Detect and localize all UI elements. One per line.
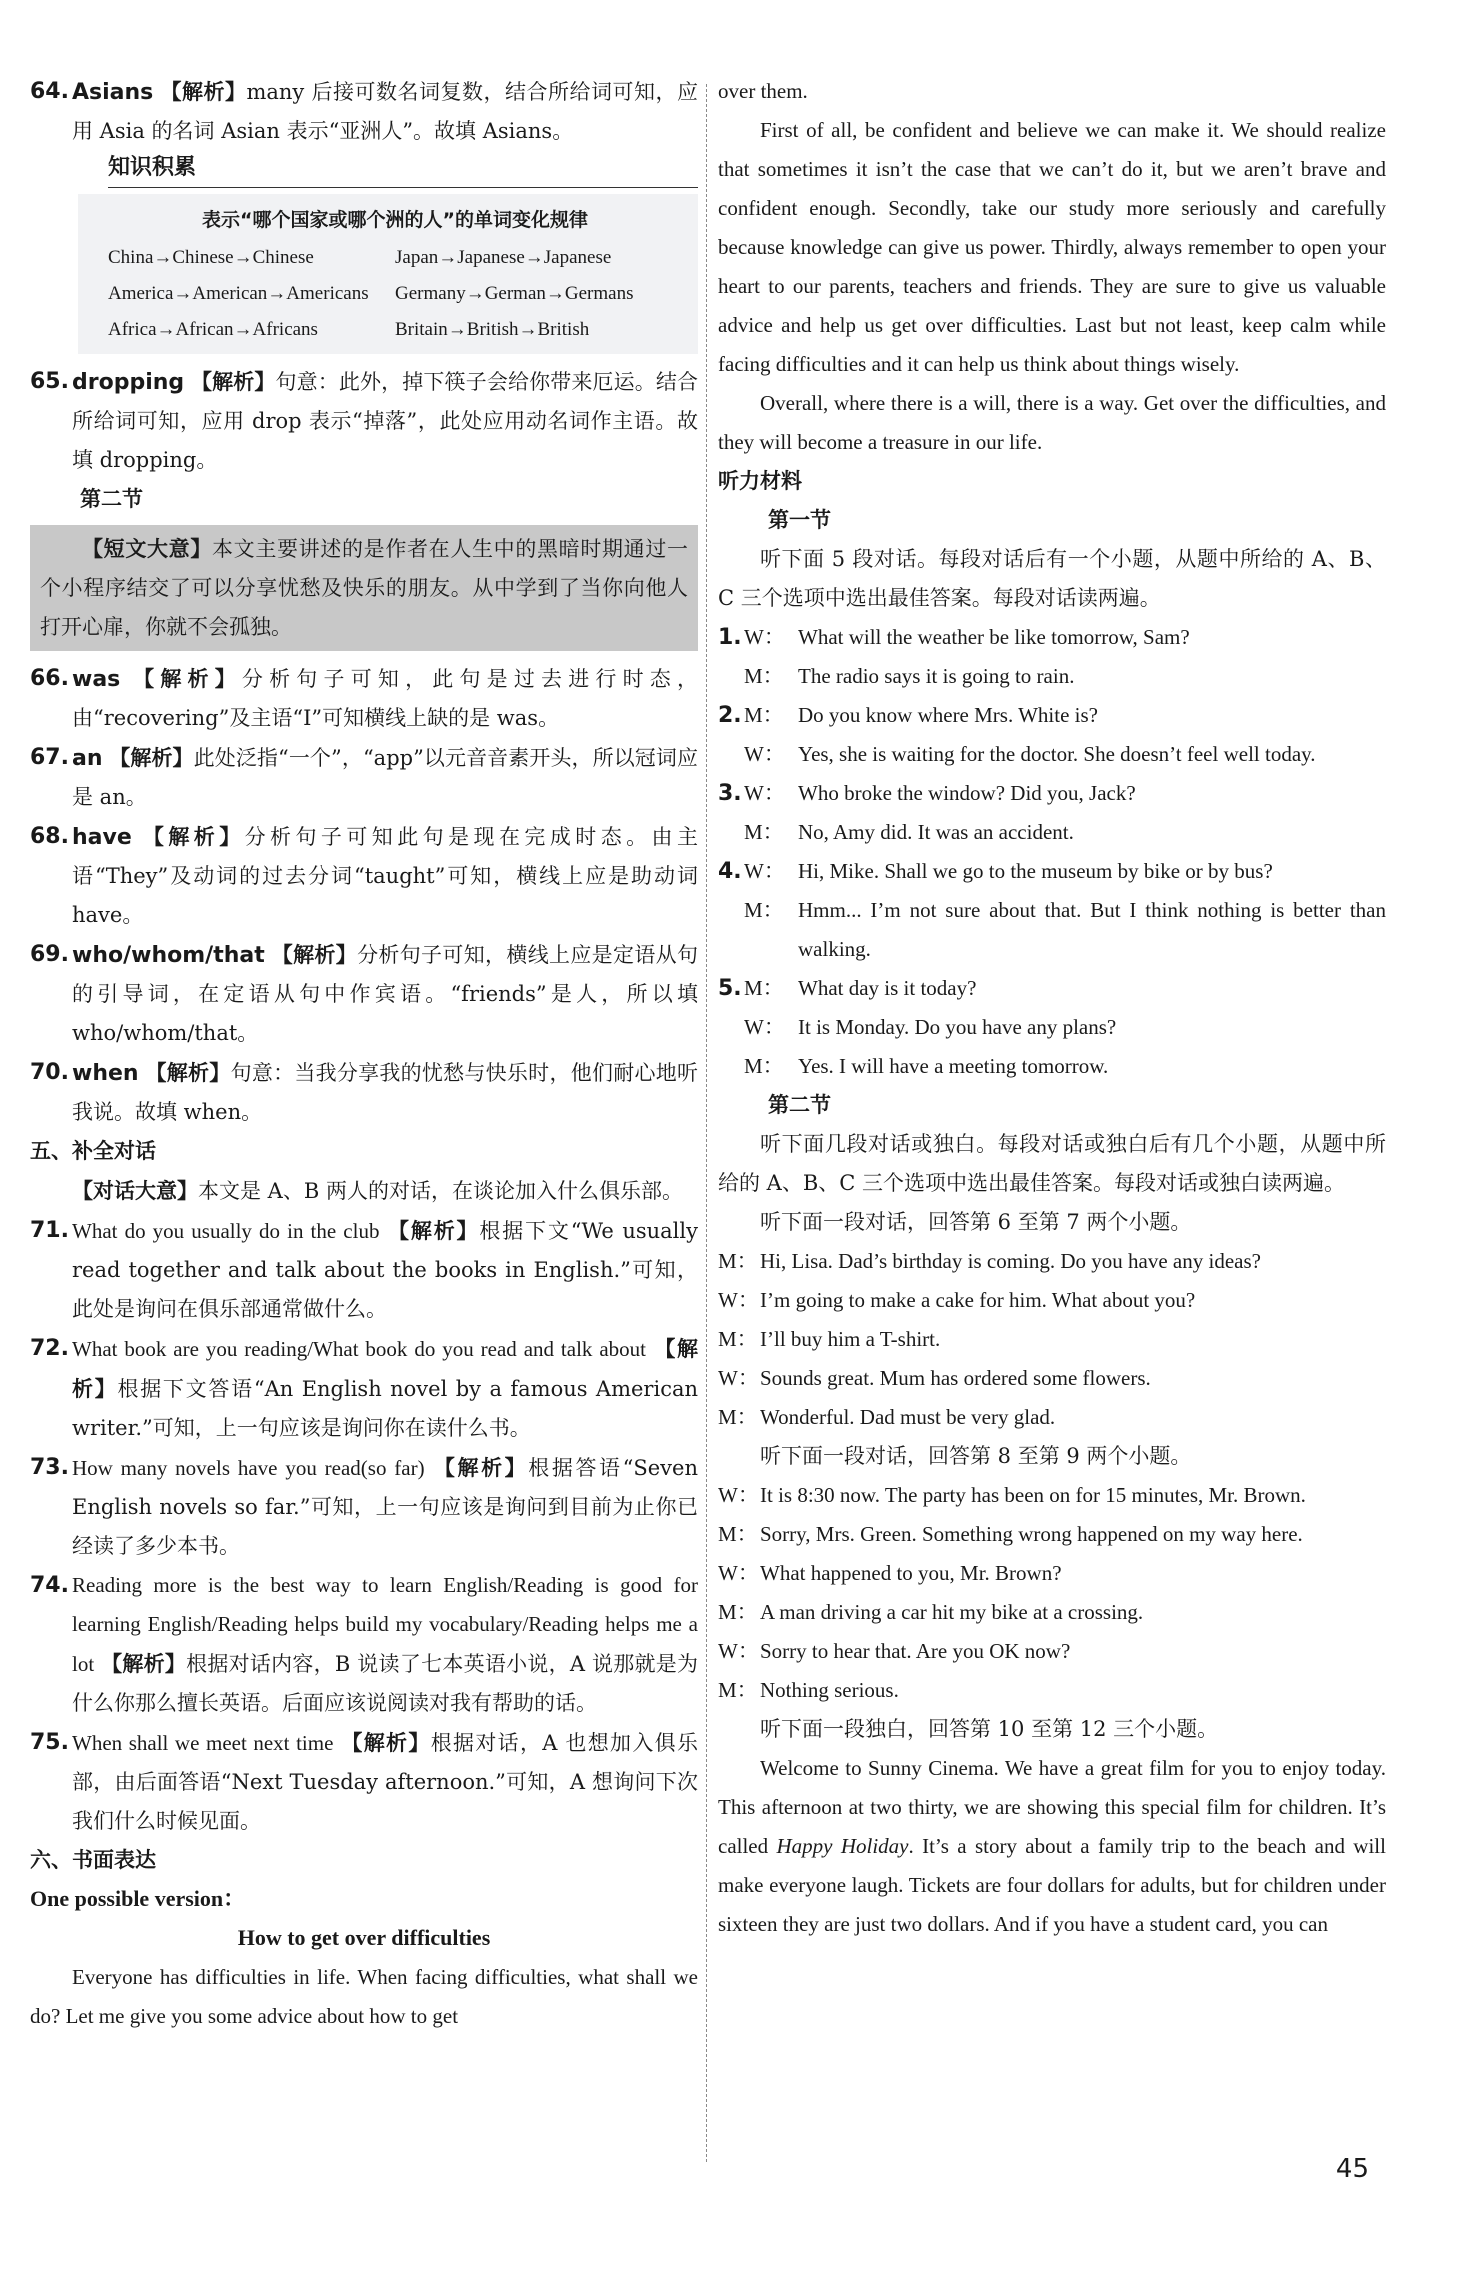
essay-paragraph: over them. [718,79,808,103]
dialog-4: 4. W： Hi, Mike. Shall we go to the museum by bike or by bus? [718,859,1273,884]
dialog-line: M： Hi, Lisa. Dad’s birthday is coming. Do you have any ideas? [718,1249,1261,1273]
dialog-line: M： Nothing serious. [718,1678,899,1702]
version-label: One possible version： [30,1886,246,1911]
answer-64: 64. Asians 【解析】many 后接可数名词复数，结合所给词可知，应用 Asia 的名词 Asian 表示“亚洲人”。故填 Asians。 [30,79,699,143]
section-heading: 第一节 [768,508,831,532]
page-number: 45 [1335,2154,1369,2184]
knowledge-box [78,194,698,354]
answer-65: 65. dropping 【解析】句意：此外，掉下筷子会给你带来厄运。结合所给词可知，应用 drop 表示“掉落”，此处应用动名词作主语。故填 dropping。 [30,369,699,472]
essay-title: How to get over difficulties [237,1925,491,1950]
dialog-line: M： Wonderful. Dad must be very glad. [718,1405,1056,1429]
instructions: 听下面几段对话或独白。每段对话或独白后有几个小题，从题中所给的 A、B、C 三个选项中选出最佳答案。每段对话或独白读两遍。 [718,1132,1386,1195]
dialog-line: W： Sounds great. Mum has ordered some flowers. [718,1366,1151,1390]
answer-71: 71. What do you usually do in the club 【解析】根据下文“We usually read together and talk about the books in English.”可知，此处是询问在俱乐部通常做什么。 [30,1218,698,1321]
instructions: 听下面 5 段对话。每段对话后有一个小题，从题中所给的 A、B、C 三个选项中选出最佳答案。每段对话读两遍。 [718,547,1386,610]
knowledge-title: 知识积累 [108,151,698,188]
monologue-instructions: 听下面一段独白，回答第 10 至第 12 三个小题。 [760,1717,1219,1741]
answer-73: 73. How many novels have you read(so far) 【解析】根据答语“Seven English novels so far.”可知，上一句应该是询问到目前为止你已经读了多少本书。 [30,1455,698,1558]
dialog-line: M： Sorry, Mrs. Green. Something wrong happened on my way here. [718,1522,1303,1546]
essay-paragraph: Overall, where there is a will, there is a way. Get over the difficulties, and they will become a treasure in our life. [718,391,1386,454]
answer-75: 75. When shall we meet next time 【解析】根据对话，A 也想加入俱乐部，由后面答语“Next Tuesday afternoon.”可知，A 想询问下次我们什么时候见面。 [30,1730,698,1833]
dialog-5: 5. M： What day is it today? [718,976,977,1001]
section-heading: 第二节 [768,1093,831,1117]
answer-72: 72. What book are you reading/What book do you read and talk about 【解析】根据下文答语“An English novel by a famous American writer.”可知，上一句应该是询问你在读什么书。 [30,1336,699,1440]
monologue-text: Welcome to Sunny Cinema. We have a great film for you to enjoy today. This afternoon at two thirty, we are showing this special film for children. It’s called Happy Holiday. It’s a story about a family trip to the beach and will make everyone laugh. Tickets are four dollars for adults, but for children under sixteen they are just two dollars. And if you have a student card, you can [718,1756,1386,1936]
left-column [30,72,698,2036]
dialog-line: M： I’ll buy him a T-shirt. [718,1327,941,1351]
knowledge-box-title: 表示“哪个国家或哪个洲的人”的单词变化规律 [202,209,588,231]
answer-70: 70. when 【解析】句意：当我分享我的忧愁与快乐时，他们耐心地听我说。故填 when。 [30,1060,698,1124]
passage-summary: 【短文大意】本文主要讲述的是作者在人生中的黑暗时期通过一个小程序结交了可以分享忧愁及快乐的朋友。从中学到了当你向他人打开心扉，你就不会孤独。 [30,525,698,651]
listening-title: 听力材料 [718,469,802,493]
essay-paragraph: Everyone has difficulties in life. When facing difficulties, what shall we do? Let me give you some advice about how to get [30,1965,698,2028]
answer-74: 74. Reading more is the best way to learn English/Reading is good for learning English/Reading helps build my vocabulary/Reading helps me a lot 【解析】根据对话内容，B 说读了七本英语小说，A 说那就是为什么你那么擅长英语。后面应该说阅读对我有帮助的话。 [30,1573,698,1715]
essay-paragraph: First of all, be confident and believe we can make it. We should realize that sometimes it isn’t the case that we can’t do it, but we aren’t brave and confident enough. Secondly, take our study more seriously and carefully because knowledge can give us power. Thirdly, always remember to open your heart to our parents, teachers and friends. They are sure to give us valuable advice and help us get over difficulties. Last but not least, keep calm while facing difficulties and it can help us think about things wisely. [718,118,1386,376]
dialog-line: M： A man driving a car hit my bike at a crossing. [718,1600,1144,1624]
dialog-line: W： Sorry to hear that. Are you OK now? [718,1639,1071,1663]
section-heading: 第二节 [80,487,143,511]
answer-66: 66. was 【解析】分析句子可知，此句是过去进行时态，由“recovering”及主语“I”可知横线上缺的是 was。 [30,666,699,730]
answer-69: 69. who/whom/that 【解析】分析句子可知，横线上应是定语从句的引导词，在定语从句中作宾语。“friends”是人，所以填 who/whom/that。 [30,942,698,1045]
answer-68: 68. have 【解析】分析句子可知此句是现在完成时态。由主语“They”及动词的过去分词“taught”可知，横线上应是助动词 have。 [30,824,698,927]
dialog-3: 3. W： Who broke the window? Did you, Jack? [718,781,1136,806]
dialog-line: W： I’m going to make a cake for him. What about you? [718,1288,1196,1312]
column-divider [706,84,707,2162]
conversation-instructions: 听下面一段对话，回答第 6 至第 7 两个小题。 [760,1210,1192,1234]
section-heading: 五、补全对话 [30,1139,156,1163]
dialog-summary: 【对话大意】本文是 A、B 两人的对话，在谈论加入什么俱乐部。 [72,1178,683,1203]
dialog-1: 1. W： What will the weather be like tomorrow, Sam? [718,625,1190,650]
word-rule-grid: China→Chinese→Chinese Japan→Japanese→Japanese America→American→Americans Germany→German→Germans Africa→African→Africans Britain→British→British [108,247,634,340]
right-column: over them. First of all, be confident and believe we can make it. We should realize that sometimes it isn’t the case that we can’t do it, but we aren’t brave and confident enough. Secondly, take our study more seriously and carefully because knowledge can give us power. Thirdly, always remember to open your heart to our parents, teachers and friends. They are sure to give us valuable advice and help us get over difficulties. Last but not least, keep calm while facing difficulties and it can help us think about things wisely. Overall, where there is a will, there is a way. Get over the difficulties, and they will become a treasure in our life. 听力材料 第一节 听下面 5 段对话。每段对话后有一个小题，从题中所给的 A、B、C 三个选项中选出最佳答案。每段对话读两遍。 1. W： What will the weather be like tomorrow, Sam? M： The radio says it is going to rain. 2. M： Do you know where Mrs. White is? W： Yes, she is waiting for the doctor. She doesn’t feel well today. 3. W： Who broke the window? Did you, Jack? M： No, Amy did. It was an accident. 4. W： Hi, Mike. Shall we go to the museum by bike or by bus? M： Hmm... I’m not sure about that. But I think nothing is better than walking. 5. M： What day is it today? W： It is Monday. Do you have any plans? M： Yes. I will have a meeting tomorrow. 第二节 听下面几段对话或独白。每段对话或独白后有几个小题，从题中所给的 A、B、C 三个选项中选出最佳答案。每段对话或独白读两遍。 听下面一段对话，回答第 6 至第 7 两个小题。 M： Hi, Lisa. Dad’s birthday is coming. Do you have any ideas? W： I’m going to make a cake for him. What about you? M： I’ll buy him a T-shirt. W： Sounds great. Mum has ordered some flowers. M： Wonderful. Dad must be very glad. 听下面一段对话，回答第 8 至第 9 两个小题。 W： It is 8:30 now. The party has been on for 15 minutes, Mr. Brown. M： Sorry, Mrs. Green. Something wrong happened on my way here. W： What happened to you, Mr. Brown? M： A man driving a car hit my bike at a crossing. W： Sorry to hear that. Are you OK now? M： Nothing serious. 听下面一段独白，回答第 10 至第 12 三个小题。 Welcome to Sunny Cinema. We have a great film for you to enjoy today. This afternoon at two thirty, we are showing this special film for children. It’s called Happy Holiday. It’s a story about a family trip to the beach and will make everyone laugh. Tickets are four dollars for adults, but for children under sixteen they are just two dollars. And if you have a student card, you can [718,72,1386,1944]
dialog-line: W： What happened to you, Mr. Brown? [718,1561,1062,1585]
film-title: Happy Holiday [776,1834,909,1858]
answer-67: 67. an 【解析】此处泛指“一个”，“app”以元音音素开头，所以冠词应是 an。 [30,745,698,809]
section-heading: 六、书面表达 [30,1848,156,1872]
dialog-2: 2. M： Do you know where Mrs. White is? [718,703,1098,728]
dialog-line: W： It is 8:30 now. The party has been on for 15 minutes, Mr. Brown. [718,1483,1306,1507]
conversation-instructions: 听下面一段对话，回答第 8 至第 9 两个小题。 [760,1444,1192,1468]
answer-word: Asians [72,80,154,105]
